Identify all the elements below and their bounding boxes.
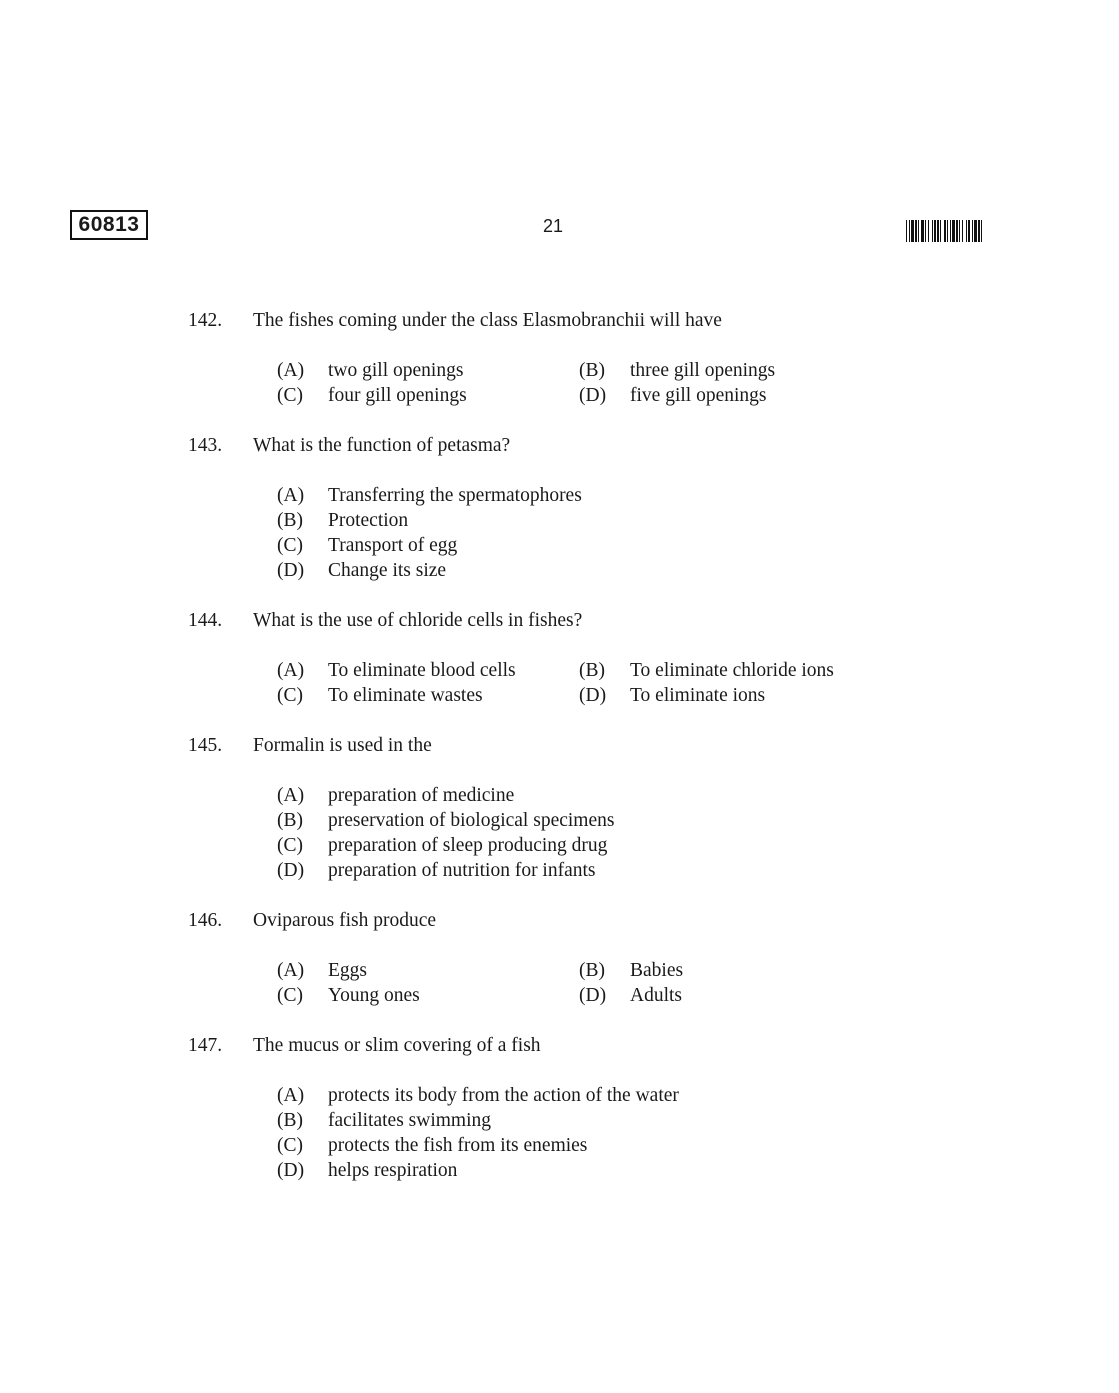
option-text: preparation of sleep producing drug: [328, 835, 608, 856]
option-letter: (D): [277, 1160, 305, 1181]
options-grid: [0, 360, 1119, 410]
option-letter: (B): [579, 360, 605, 381]
question-147: [0, 1035, 1119, 1185]
page-number: 21: [542, 216, 564, 236]
option-letter: (B): [277, 810, 303, 831]
options-grid: [0, 960, 1119, 1010]
question-142: [0, 310, 1119, 410]
option-letter: (A): [277, 360, 305, 381]
option-text: preparation of nutrition for infants: [328, 860, 596, 881]
option-letter: (B): [277, 510, 303, 531]
options-list: [0, 485, 1119, 585]
question-number: 147.: [188, 1035, 223, 1056]
option-text: Eggs: [328, 960, 367, 981]
question-146: [0, 910, 1119, 1010]
question-number: 144.: [188, 610, 223, 631]
option-letter: (A): [277, 960, 305, 981]
options-list: [0, 1085, 1119, 1185]
options-grid: [0, 660, 1119, 710]
option-letter: (D): [579, 985, 607, 1006]
option-text: To eliminate chloride ions: [630, 660, 834, 681]
option-letter: (C): [277, 1135, 303, 1156]
options-list: [0, 785, 1119, 885]
option-letter: (A): [277, 1085, 305, 1106]
question-number: 142.: [188, 310, 223, 331]
option-letter: (D): [579, 385, 607, 406]
option-text: helps respiration: [328, 1160, 458, 1181]
option-text: three gill openings: [630, 360, 776, 381]
question-text: Formalin is used in the: [253, 735, 432, 756]
option-letter: (B): [579, 960, 605, 981]
option-letter: (D): [277, 560, 305, 581]
question-text: Oviparous fish produce: [253, 910, 437, 931]
paper-code: 60813: [70, 210, 148, 240]
option-text: protects its body from the action of the water: [328, 1085, 679, 1106]
option-text: preparation of medicine: [328, 785, 515, 806]
option-text: four gill openings: [328, 385, 467, 406]
option-text: Young ones: [328, 985, 420, 1006]
question-number: 146.: [188, 910, 223, 931]
option-letter: (C): [277, 535, 303, 556]
question-143: [0, 435, 1119, 585]
option-letter: (B): [277, 1110, 303, 1131]
option-text: Change its size: [328, 560, 447, 581]
option-text: Transferring the spermatophores: [328, 485, 582, 506]
option-text: To eliminate blood cells: [328, 660, 516, 681]
option-letter: (C): [277, 835, 303, 856]
option-letter: (D): [579, 685, 607, 706]
barcode: [906, 220, 1040, 242]
option-text: To eliminate wastes: [328, 685, 483, 706]
option-letter: (C): [277, 385, 303, 406]
option-letter: (D): [277, 860, 305, 881]
question-text: What is the function of petasma?: [253, 435, 511, 456]
question-number: 143.: [188, 435, 223, 456]
option-text: protects the fish from its enemies: [328, 1135, 588, 1156]
option-letter: (C): [277, 685, 303, 706]
question-145: [0, 735, 1119, 885]
option-text: Babies: [630, 960, 684, 981]
option-text: facilitates swimming: [328, 1110, 492, 1131]
option-text: five gill openings: [630, 385, 767, 406]
option-text: preservation of biological specimens: [328, 810, 615, 831]
option-text: two gill openings: [328, 360, 464, 381]
question-text: The fishes coming under the class Elasmobranchii will have: [253, 310, 722, 331]
question-number: 145.: [188, 735, 223, 756]
option-text: Adults: [630, 985, 683, 1006]
option-letter: (C): [277, 985, 303, 1006]
option-text: Protection: [328, 510, 409, 531]
option-letter: (B): [579, 660, 605, 681]
option-letter: (A): [277, 660, 305, 681]
option-letter: (A): [277, 785, 305, 806]
question-144: [0, 610, 1119, 710]
option-text: Transport of egg: [328, 535, 458, 556]
option-letter: (A): [277, 485, 305, 506]
question-text: What is the use of chloride cells in fishes?: [253, 610, 583, 631]
question-text: The mucus or slim covering of a fish: [253, 1035, 541, 1056]
option-text: To eliminate ions: [630, 685, 766, 706]
